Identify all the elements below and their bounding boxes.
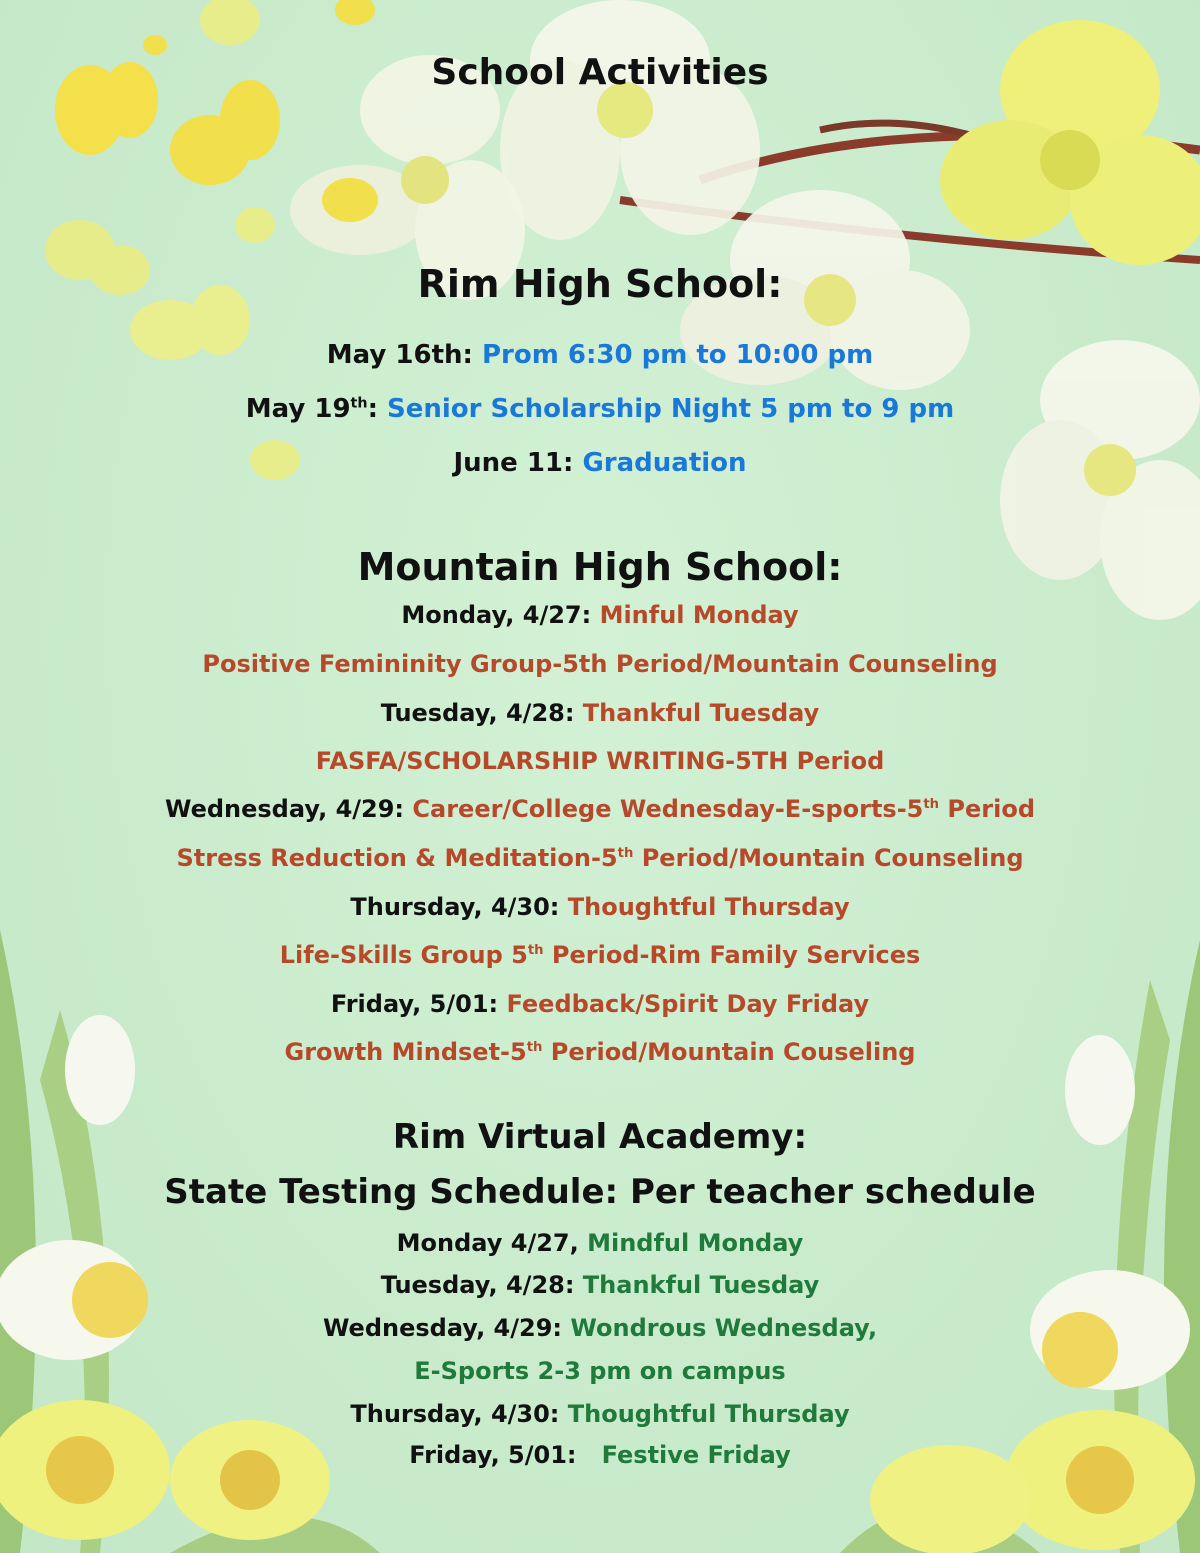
event-date: May 19: [245, 394, 351, 424]
event-description: Prom 6:30 pm to 10:00 pm: [481, 340, 874, 370]
mountain-high-item: Growth Mindset-5th Period/Mountain Couseling: [284, 1038, 916, 1066]
event-description: Thankful Tuesday: [582, 699, 820, 727]
event-description: Mindful Monday: [587, 1229, 804, 1257]
event-date: Friday, 5/01:: [409, 1441, 602, 1469]
mountain-high-item: [0, 893, 1200, 921]
rim-high-item: [0, 340, 1200, 370]
event-date: Tuesday, 4/28:: [380, 1271, 583, 1299]
testing-schedule-heading: State Testing Schedule: Per teacher schedule: [164, 1172, 1036, 1212]
mountain-high-item: Life-Skills Group 5th Period-Rim Family Services: [279, 941, 921, 969]
event-description: Thoughtful Thursday: [567, 893, 850, 921]
event-date: Thursday, 4/30:: [350, 893, 568, 921]
event-date: Monday, 4/27:: [401, 601, 600, 629]
event-date: May 16th:: [326, 340, 482, 370]
mountain-high-item: [0, 699, 1200, 727]
virtual-academy-heading: Rim Virtual Academy:: [392, 1117, 808, 1157]
mountain-high-item: [0, 990, 1200, 1018]
event-date: Wednesday, 4/29:: [164, 795, 413, 823]
rim-high-item: [0, 448, 1200, 478]
virtual-item: [0, 1441, 1200, 1469]
event-description: Festive Friday: [601, 1441, 791, 1469]
page-title: School Activities: [431, 52, 769, 93]
virtual-item: E-Sports 2-3 pm on campus: [414, 1357, 786, 1385]
event-date: Wednesday, 4/29:: [322, 1314, 571, 1342]
event-date: Thursday, 4/30:: [350, 1400, 568, 1428]
virtual-item: [0, 1314, 1200, 1342]
mountain-high-heading: Mountain High School:: [357, 545, 843, 589]
event-description: Career/College Wednesday-E-sports-5th Period: [412, 795, 1036, 823]
event-description: Thankful Tuesday: [582, 1271, 820, 1299]
mountain-high-item: [0, 795, 1200, 823]
event-description: Senior Scholarship Night 5 pm to 9 pm: [387, 394, 955, 424]
event-date: Tuesday, 4/28:: [380, 699, 583, 727]
virtual-item: [0, 1229, 1200, 1257]
virtual-item: [0, 1271, 1200, 1299]
ordinal-suffix: th: [350, 395, 368, 412]
mountain-high-item: Positive Femininity Group-5th Period/Mountain Counseling: [202, 650, 998, 678]
event-description: Graduation: [582, 448, 747, 478]
mountain-high-item: [0, 601, 1200, 629]
event-date-colon: :: [367, 394, 388, 424]
virtual-item: [0, 1400, 1200, 1428]
mountain-high-item: FASFA/SCHOLARSHIP WRITING-5TH Period: [315, 747, 885, 775]
event-description: Feedback/Spirit Day Friday: [506, 990, 870, 1018]
mountain-high-item: Stress Reduction & Meditation-5th Period/Mountain Counseling: [176, 844, 1024, 872]
event-description: Wondrous Wednesday,: [570, 1314, 878, 1342]
event-date: Monday 4/27,: [396, 1229, 588, 1257]
rim-high-heading: Rim High School:: [417, 262, 783, 306]
event-description: Minful Monday: [599, 601, 799, 629]
event-date: Friday, 5/01:: [330, 990, 507, 1018]
event-date: June 11:: [453, 448, 583, 478]
event-description: Thoughtful Thursday: [567, 1400, 850, 1428]
rim-high-item: [0, 394, 1200, 424]
